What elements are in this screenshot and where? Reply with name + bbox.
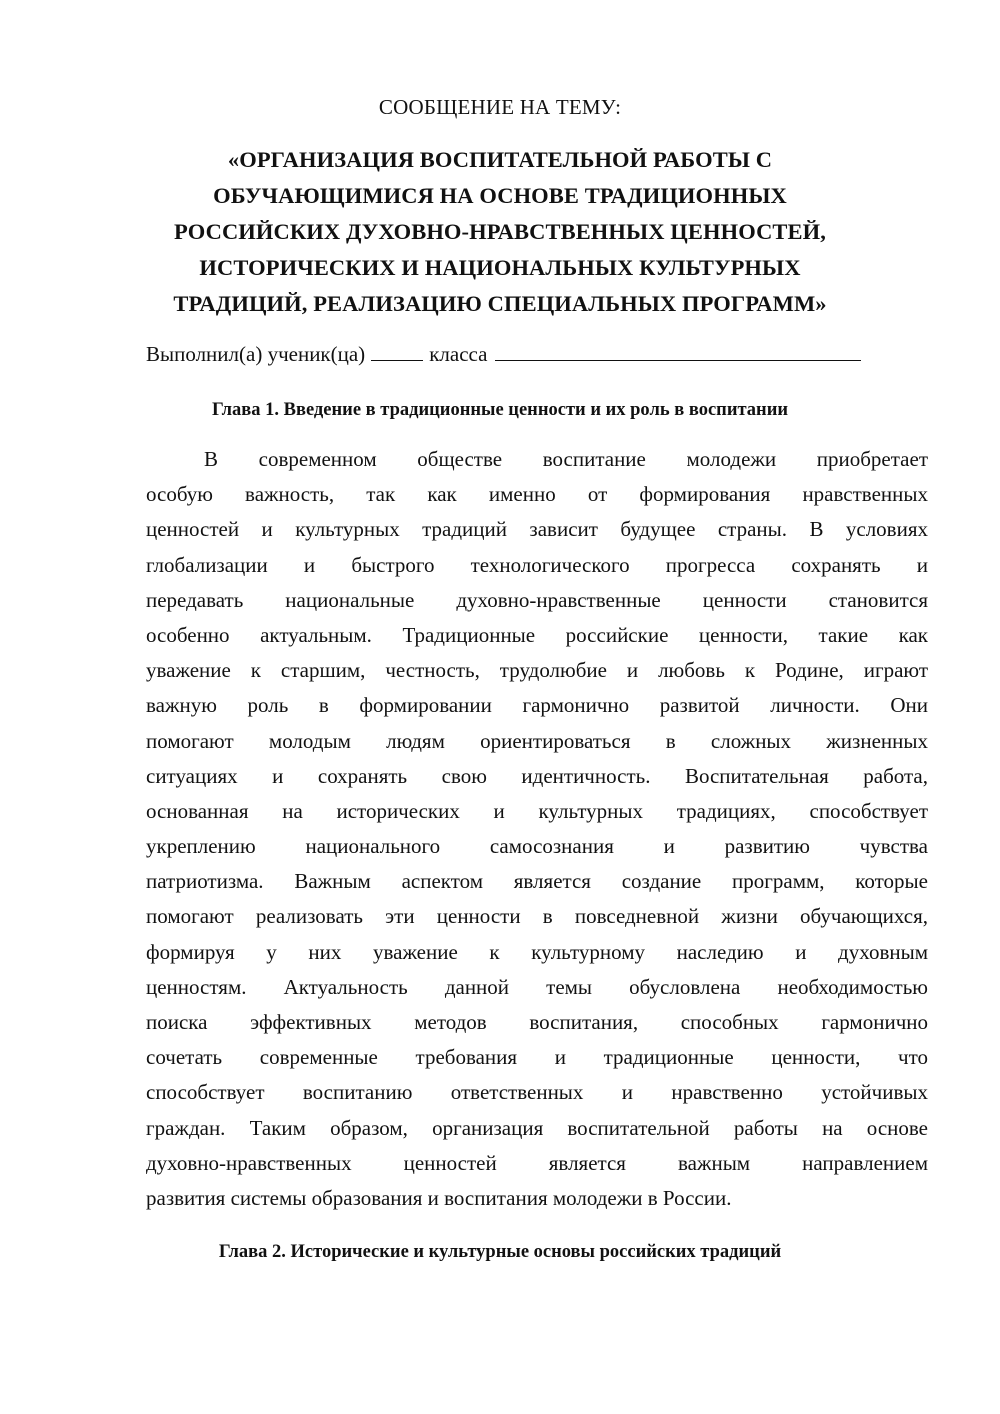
paragraph-line: помогают реализовать эти ценности в повседневной жизни обучающихся, [146, 904, 928, 929]
paragraph-line: основанная на исторических и культурных традициях, способствует [146, 798, 928, 823]
title-line: «ОРГАНИЗАЦИЯ ВОСПИТАТЕЛЬНОЙ РАБОТЫ С [227, 147, 773, 172]
class-blank [495, 340, 861, 361]
paragraph-line: поиска эффективных методов воспитания, способных гармонично [146, 1010, 928, 1034]
title-line: ИСТОРИЧЕСКИХ И НАЦИОНАЛЬНЫХ КУЛЬТУРНЫХ [199, 255, 801, 280]
author-class-label: класса [429, 342, 488, 366]
title-line: ТРАДИЦИЙ, РЕАЛИЗАЦИЮ СПЕЦИАЛЬНЫХ ПРОГРАММ» [173, 291, 827, 316]
paragraph-line: ситуациях и сохранять свою идентичность. Воспитательная работа, [146, 763, 928, 788]
document-heading: СООБЩЕНИЕ НА ТЕМУ: [378, 95, 622, 119]
paragraph-line: сочетать современные требования и традиционные ценности, что [146, 1045, 928, 1070]
paragraph-line: особенно актуальным. Традиционные российские ценности, такие как [146, 622, 928, 647]
title-line: ОБУЧАЮЩИМИСЯ НА ОСНОВЕ ТРАДИЦИОННЫХ [213, 183, 787, 208]
paragraph-line: граждан. Таким образом, организация воспитательной работы на основе [146, 1115, 928, 1140]
paragraph-line: патриотизма. Важным аспектом является создание программ, которые [146, 869, 928, 894]
paragraph-line: особую важность, так как именно от формирования нравственных [146, 482, 928, 507]
paragraph-line: развития системы образования и воспитания молодежи в России. [146, 1185, 732, 1210]
paragraph-line: помогают молодым людям ориентироваться в сложных жизненных [146, 728, 928, 753]
paragraph-line: важную роль в формировании гармонично развитой личности. Они [146, 693, 928, 718]
document-title [120, 142, 880, 322]
paragraph-line: уважение к старшим, честность, трудолюбие и любовь к Родине, играют [146, 658, 928, 683]
paragraph-line: глобализации и быстрого технологического прогресса сохранять и [146, 552, 928, 577]
paragraph-line: духовно-нравственных ценностей является важным направлением [146, 1150, 928, 1175]
author-prefix: Выполнил(а) ученик(ца) [146, 342, 366, 366]
author-line [146, 340, 861, 368]
paragraph-line: В современном обществе воспитание молодежи приобретает [204, 447, 928, 471]
grade-blank [371, 340, 423, 361]
paragraph-line: передавать национальные духовно-нравственные ценности становится [146, 587, 928, 612]
chapter-1-heading: Глава 1. Введение в традиционные ценности и их роль в воспитании [211, 400, 789, 420]
chapter-2-heading: Глава 2. Исторические и культурные основы российских традиций [218, 1242, 782, 1262]
paragraph-line: формируя у них уважение к культурному наследию и духовным [146, 939, 928, 964]
paragraph-line: ценностям. Актуальность данной темы обусловлена необходимостью [146, 974, 928, 999]
paragraph-line: ценностей и культурных традиций зависит будущее страны. В условиях [146, 517, 928, 542]
paragraph-line: способствует воспитанию ответственных и нравственно устойчивых [146, 1080, 928, 1105]
chapter-1-body [146, 442, 928, 1216]
paragraph-line: укреплению национального самосознания и развитию чувства [146, 834, 928, 859]
title-line: РОССИЙСКИХ ДУХОВНО-НРАВСТВЕННЫХ ЦЕННОСТЕЙ, [174, 219, 826, 244]
